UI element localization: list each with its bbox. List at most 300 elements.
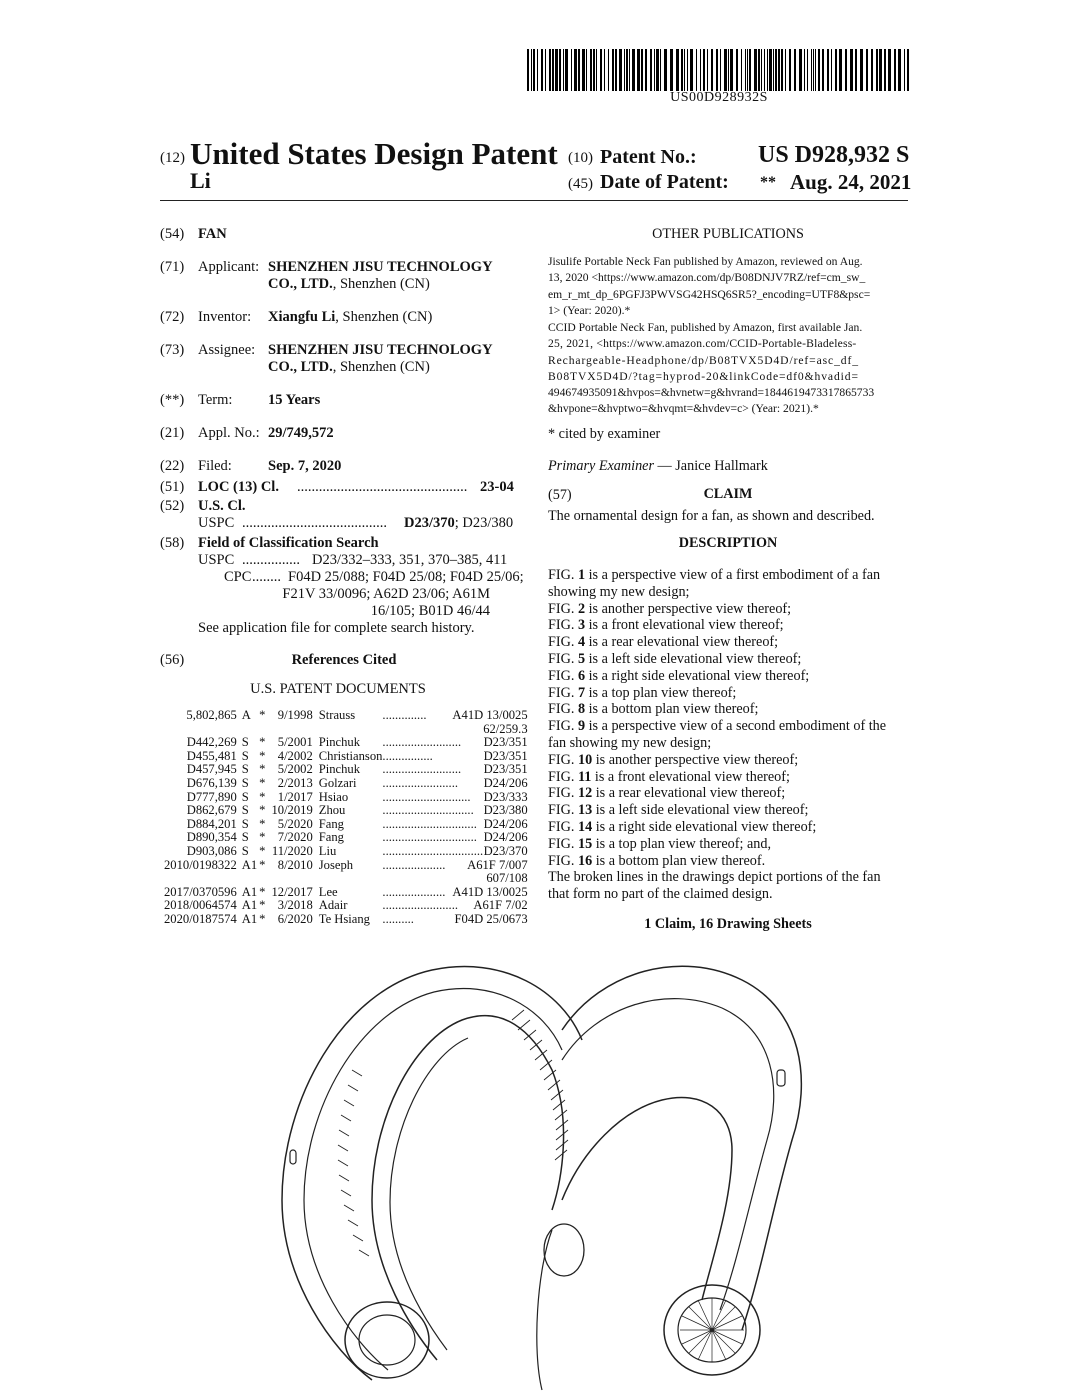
description-line xyxy=(548,601,910,618)
barcode-bar xyxy=(775,49,777,91)
barcode-bar xyxy=(552,49,554,91)
applicant-name: SHENZHEN JISU TECHNOLOGY xyxy=(268,259,493,275)
fos-see-note: See application file for complete search history. xyxy=(198,620,475,636)
fos-cpc-leader: ........ xyxy=(252,569,281,585)
barcode-bar xyxy=(835,49,837,91)
barcode-bar xyxy=(608,49,609,91)
barcode-number: US00D928932S xyxy=(670,90,768,105)
barcode-bar xyxy=(815,49,816,91)
ref-class: D23/380 xyxy=(483,803,528,818)
ref-number: D455,481 xyxy=(186,748,237,763)
patent-number: US D928,932 S xyxy=(758,142,910,168)
appl-no-value: 29/749,572 xyxy=(268,425,334,441)
barcode-bar xyxy=(660,49,661,91)
barcode-bar xyxy=(850,49,853,91)
assignee-name-2: CO., LTD. xyxy=(268,359,333,375)
ref-leader: ........................ xyxy=(382,898,458,913)
fig-number: 8 xyxy=(577,701,586,718)
fos-cpc-label: CPC xyxy=(224,569,252,585)
fig-prefix: FIG. xyxy=(548,785,578,802)
barcode-bar xyxy=(807,49,808,91)
ref-name: Pinchuk xyxy=(318,762,361,777)
applicant-location: , Shenzhen (CN) xyxy=(332,276,430,292)
assignee-location: , Shenzhen (CN) xyxy=(332,359,430,375)
barcode-bar xyxy=(696,49,697,91)
field-52-code: (52) xyxy=(160,498,185,514)
uspc-label: USPC xyxy=(198,515,235,531)
barcode-bar xyxy=(637,49,640,91)
ref-leader: ......................... xyxy=(382,762,462,777)
fig-text: is a perspective view of a second embodiment of the xyxy=(585,718,887,735)
barcode-bar xyxy=(871,49,873,91)
barcode-bar xyxy=(574,49,577,91)
ref-leader: ................................ xyxy=(382,843,484,858)
fig-text: that form no part of the claimed design. xyxy=(548,886,773,903)
ref-name: Christianson xyxy=(318,748,383,763)
field-of-search-label: Field of Classification Search xyxy=(198,535,379,551)
barcode-bar xyxy=(545,49,546,91)
pub2-line: 25, 2021, <https://www.amazon.com/CCID-Portable-Bladeless- xyxy=(548,337,857,351)
fig-prefix: FIG. xyxy=(548,667,578,684)
examiner-label: Primary Examiner xyxy=(548,458,654,474)
fig-number: 14 xyxy=(577,818,593,835)
fig-text: is a front elevational view thereof; xyxy=(591,768,790,785)
barcode-bar xyxy=(773,49,774,91)
barcode-bar xyxy=(894,49,896,91)
barcode-bar xyxy=(728,49,729,91)
ref-leader: .................... xyxy=(382,857,446,872)
cited-by-examiner: * cited by examiner xyxy=(548,426,661,442)
barcode-bar xyxy=(707,49,708,91)
fig-prefix: FIG. xyxy=(548,718,578,735)
pub1-line: 13, 2020 <https://www.amazon.com/dp/B08DNJV7RZ/ref=cm_sw_ xyxy=(548,271,866,285)
description-line xyxy=(548,634,910,651)
fig-prefix: FIG. xyxy=(548,567,578,583)
ref-kind: S xyxy=(241,816,249,831)
fig-text: is a left side elevational view thereof; xyxy=(585,650,802,667)
ref-leader: ........................ xyxy=(382,775,458,790)
ref-number: 2018/0064574 xyxy=(164,898,237,913)
ref-date: 8/2010 xyxy=(277,857,313,872)
fig-text: is a top plan view thereof; and, xyxy=(592,835,772,852)
ref-kind: S xyxy=(241,735,249,750)
ref-leader: ............................ xyxy=(382,789,471,804)
ref-star: * xyxy=(259,775,266,790)
applicant-name-line2 xyxy=(268,276,430,293)
field-22-code: (22) xyxy=(160,458,185,474)
fig-number: 9 xyxy=(577,718,586,735)
inventor-line xyxy=(268,309,432,326)
barcode-bar xyxy=(596,49,597,91)
barcode-bar xyxy=(741,49,742,91)
ref-leader: .............................. xyxy=(382,830,477,845)
ref-star: * xyxy=(259,708,266,722)
fig-text: is a bottom plan view thereof. xyxy=(592,852,766,869)
design-title: FAN xyxy=(198,226,227,242)
ref-date: 12/2017 xyxy=(271,884,313,899)
field-57-code: (57) xyxy=(548,487,572,503)
barcode-bar xyxy=(626,49,628,91)
assignee-label: Assignee: xyxy=(198,342,256,358)
header-rule xyxy=(160,200,908,201)
fig-number: 4 xyxy=(577,634,586,651)
reference-row xyxy=(164,899,528,913)
us-cl-label: U.S. Cl. xyxy=(198,498,246,514)
fig-text: is a top plan view thereof; xyxy=(585,684,737,701)
barcode-bar xyxy=(736,49,738,91)
fig-prefix: FIG. xyxy=(548,617,578,634)
fig-text: fan showing my new design; xyxy=(548,734,712,751)
reference-row xyxy=(164,818,528,832)
ref-number: D457,945 xyxy=(186,762,237,777)
ref-class: F04D 25/0673 xyxy=(454,911,528,926)
ref-number: 2017/0370596 xyxy=(164,884,237,899)
ref-number: D676,139 xyxy=(186,775,237,790)
uspc-leader: ........................................ xyxy=(242,515,387,531)
barcode-bar xyxy=(700,49,701,91)
ref-date: 4/2002 xyxy=(277,748,313,763)
references-table xyxy=(164,709,528,927)
description-line xyxy=(548,584,910,601)
patent-no-label: Patent No.: xyxy=(600,146,697,168)
fig-text: is a right side elevational view thereof; xyxy=(592,818,817,835)
ref-name: Golzari xyxy=(318,775,357,790)
barcode-bar xyxy=(818,49,820,91)
ref-leader: .............. xyxy=(382,708,427,722)
ref-class: A61F 7/02 xyxy=(473,898,528,913)
fig-text: is a perspective view of a first embodiment of a fan xyxy=(585,567,881,583)
ref-date: 2/2013 xyxy=(277,775,313,790)
us-patent-documents-heading: U.S. PATENT DOCUMENTS xyxy=(250,681,426,697)
barcode-bar xyxy=(703,49,705,91)
barcode-bar xyxy=(612,49,614,91)
fig-prefix: FIG. xyxy=(548,835,578,852)
ref-class: D23/351 xyxy=(483,762,528,777)
reference-row xyxy=(164,750,528,764)
ref-leader: ......................... xyxy=(382,735,462,750)
ref-star: * xyxy=(259,803,266,818)
pub2-line: B08TVX5D4D/?tag=hyprod-20&linkCode=df0&hvadid= xyxy=(548,369,859,383)
pub2-line: 494674935091&hvpos=&hvnetw=g&hvrand=1844619473317865733 xyxy=(548,386,875,400)
barcode-bar xyxy=(563,49,564,91)
ref-name: Te Hsiang xyxy=(318,911,370,926)
barcode-bar xyxy=(615,49,617,91)
barcode-bar xyxy=(664,49,667,91)
ref-name: Joseph xyxy=(318,857,354,872)
ref-class: D24/206 xyxy=(483,816,528,831)
appl-no-label: Appl. No.: xyxy=(198,425,260,441)
description-line xyxy=(548,617,910,634)
description-line xyxy=(548,802,910,819)
barcode-bar xyxy=(785,49,786,91)
barcode-bar xyxy=(754,49,757,91)
barcode-bar xyxy=(541,49,543,91)
ref-leader: ................ xyxy=(382,748,433,763)
ref-number: D884,201 xyxy=(186,816,237,831)
barcode-bar xyxy=(907,49,909,91)
description-line xyxy=(548,785,910,802)
fig-number: 7 xyxy=(577,684,586,701)
publication-2 xyxy=(548,320,910,418)
references-cited-heading: References Cited xyxy=(291,652,397,668)
ref-date: 5/2001 xyxy=(277,735,313,750)
fig-text: is a right side elevational view thereof; xyxy=(585,667,810,684)
barcode-bar xyxy=(794,49,796,91)
barcode-bar xyxy=(711,49,713,91)
fig-text: is a bottom plan view thereof; xyxy=(585,701,759,718)
barcode-bar xyxy=(813,49,814,91)
barcode-bar xyxy=(884,49,886,91)
ref-kind: S xyxy=(241,843,249,858)
barcode-bar xyxy=(578,49,580,91)
barcode-bar xyxy=(549,49,551,91)
ref-date: 7/2020 xyxy=(277,830,313,845)
loc-value: 23-04 xyxy=(480,479,514,495)
barcode-bar xyxy=(839,49,842,91)
applicant-name-2: CO., LTD. xyxy=(268,276,333,292)
barcode-bar xyxy=(641,49,643,91)
barcode-bar xyxy=(571,49,572,91)
ref-kind: A1 xyxy=(241,857,258,872)
ref-date: 6/2020 xyxy=(277,911,313,926)
inventor-name: Xiangfu Li xyxy=(268,309,336,325)
claims-summary: 1 Claim, 16 Drawing Sheets xyxy=(644,916,812,932)
ref-kind: A1 xyxy=(241,898,258,913)
filed-label: Filed: xyxy=(198,458,232,474)
filed-value: Sep. 7, 2020 xyxy=(268,458,342,474)
ref-class: D23/351 xyxy=(483,748,528,763)
ref-star: * xyxy=(259,857,266,872)
code-12: (12) xyxy=(160,150,185,166)
term-code: (**) xyxy=(160,392,185,408)
fig-number: 3 xyxy=(577,617,586,634)
ref-star: * xyxy=(259,884,266,899)
fig-text: is a front elevational view thereof; xyxy=(585,617,784,634)
fig-number: 10 xyxy=(577,751,593,768)
ref-number: D890,354 xyxy=(186,830,237,845)
ref-class: A61F 7/007 xyxy=(467,857,528,872)
ref-star: * xyxy=(259,830,266,845)
ref-date: 10/2019 xyxy=(271,803,313,818)
applicant-label: Applicant: xyxy=(198,259,260,275)
barcode-bar xyxy=(789,49,791,91)
patent-date: Aug. 24, 2021 xyxy=(790,170,912,194)
ref-star: * xyxy=(259,911,266,926)
barcode-bar xyxy=(654,49,655,91)
barcode-bar xyxy=(555,49,558,91)
barcode-bar xyxy=(681,49,683,91)
barcode-bar xyxy=(593,49,595,91)
barcode-bar xyxy=(684,49,685,91)
ref-star: * xyxy=(259,735,266,750)
ref-date: 5/2020 xyxy=(277,816,313,831)
ref-name: Liu xyxy=(318,843,337,858)
document-title: United States Design Patent xyxy=(190,136,558,171)
ref-class: A41D 13/0025 xyxy=(452,708,528,722)
fig-number: 6 xyxy=(577,667,586,684)
barcode-bar xyxy=(764,49,765,91)
uspc-value xyxy=(404,515,513,532)
barcode-bar xyxy=(629,49,630,91)
field-71-code: (71) xyxy=(160,259,185,275)
barcode-bar xyxy=(799,49,802,91)
barcode-bar xyxy=(720,49,721,91)
ref-name: Pinchuk xyxy=(318,735,361,750)
ref-name: Fang xyxy=(318,830,344,845)
barcode-bar xyxy=(876,49,878,91)
inventor-location: , Shenzhen (CN) xyxy=(335,309,433,325)
pub1-line: em_r_mt_dp_6PGFJ3PWVSG42HSQ6SR5?_encoding=UTF8&psc= xyxy=(548,287,871,301)
field-54-code: (54) xyxy=(160,226,185,242)
barcode-bar xyxy=(533,49,535,91)
ref-class: D23/333 xyxy=(483,789,528,804)
barcode-bar xyxy=(619,49,622,91)
fig-prefix: FIG. xyxy=(548,818,578,835)
fos-uspc-value: D23/332–333, 351, 370–385, 411 xyxy=(312,552,508,568)
fig-prefix: FIG. xyxy=(548,768,578,785)
description-line xyxy=(548,886,910,903)
fig-text: is a rear elevational view thereof; xyxy=(585,634,779,651)
barcode-bar xyxy=(650,49,652,91)
fig-number: 13 xyxy=(577,802,593,819)
barcode-bar xyxy=(604,49,605,91)
reference-row-continuation xyxy=(164,723,528,737)
fig-text: showing my new design; xyxy=(548,583,690,600)
fig-number: 16 xyxy=(577,852,593,869)
ref-date: 11/2020 xyxy=(271,843,313,858)
fig-text: is a rear elevational view thereof; xyxy=(592,785,786,802)
barcode-bar xyxy=(656,49,659,91)
date-label: Date of Patent: xyxy=(600,171,729,193)
ref-name: Strauss xyxy=(318,708,356,722)
barcode-bar xyxy=(804,49,805,91)
reference-row xyxy=(164,763,528,777)
inventor-surname: Li xyxy=(190,168,211,193)
fos-uspc-label: USPC xyxy=(198,552,235,568)
barcode-bar xyxy=(781,49,783,91)
date-marker: ** xyxy=(760,174,776,191)
description-line xyxy=(548,819,910,836)
description-line xyxy=(548,752,910,769)
field-72-code: (72) xyxy=(160,309,185,325)
field-21-code: (21) xyxy=(160,425,185,441)
reference-row xyxy=(164,709,528,723)
pub2-line: Rechargeable-Headphone/dp/B08TVX5D4D/ref=asc_df_ xyxy=(548,353,859,367)
barcode-bar xyxy=(632,49,635,91)
fig-prefix: FIG. xyxy=(548,701,578,718)
ref-number: D777,890 xyxy=(186,789,237,804)
pub1-line: Jisulife Portable Neck Fan published by Amazon, reviewed on Aug. xyxy=(548,255,863,268)
ref-number: 2010/0198322 xyxy=(164,857,237,872)
ref-number: 5,802,865 xyxy=(186,708,237,722)
ref-kind: S xyxy=(241,762,249,777)
fig-number: 2 xyxy=(577,600,586,617)
pub2-line: CCID Portable Neck Fan, published by Amazon, first available Jan. xyxy=(548,321,863,334)
barcode-bar xyxy=(811,49,812,91)
barcode-bar xyxy=(670,49,673,91)
ref-class: A41D 13/0025 xyxy=(452,884,528,899)
ref-date: 5/2002 xyxy=(277,762,313,777)
fig-text: is a left side elevational view thereof; xyxy=(592,802,809,819)
barcode-bar xyxy=(600,49,602,91)
reference-row xyxy=(164,886,528,900)
loc-label: LOC (13) Cl. xyxy=(198,479,279,495)
description-heading: DESCRIPTION xyxy=(678,535,778,551)
barcode-bar xyxy=(827,49,829,91)
barcode-bar xyxy=(767,49,768,91)
fig-prefix: FIG. xyxy=(548,650,578,667)
fig-number: 1 xyxy=(577,567,586,583)
reference-row xyxy=(164,804,528,818)
fig-prefix: FIG. xyxy=(548,751,578,768)
field-73-code: (73) xyxy=(160,342,185,358)
fig-text: is another perspective view thereof; xyxy=(585,600,792,617)
ref-kind: S xyxy=(241,803,249,818)
barcode-bar xyxy=(645,49,647,91)
description-line xyxy=(548,836,910,853)
description-line xyxy=(548,718,910,735)
barcode-bar xyxy=(687,49,688,91)
barcode-bar xyxy=(822,49,824,91)
barcode-bar xyxy=(778,49,780,91)
ref-kind: S xyxy=(241,789,249,804)
barcode-bar xyxy=(898,49,901,91)
barcode-bar xyxy=(747,49,748,91)
fos-cpc-line3: 16/105; B01D 46/44 xyxy=(370,603,490,619)
ref-name: Adair xyxy=(318,898,348,913)
ref-class-secondary: 62/259.3 xyxy=(483,721,528,736)
barcode-bar xyxy=(831,49,832,91)
reference-row xyxy=(164,845,528,859)
ref-class: D23/351 xyxy=(483,735,528,750)
claim-text: The ornamental design for a fan, as shown and described. xyxy=(548,508,875,524)
fig-number: 5 xyxy=(577,650,586,667)
ref-leader: .......... xyxy=(382,911,414,926)
ref-kind: S xyxy=(241,830,249,845)
code-45: (45) xyxy=(568,176,593,192)
fos-cpc-line2: F21V 33/0096; A62D 23/06; A61M xyxy=(282,586,490,602)
description-line xyxy=(548,567,910,584)
publication-1 xyxy=(548,254,910,319)
ref-leader: .................... xyxy=(382,884,446,899)
ref-class: D23/370 xyxy=(483,843,528,858)
ref-leader: .............................. xyxy=(382,816,477,831)
ref-kind: S xyxy=(241,775,249,790)
assignee-name-line2 xyxy=(268,359,430,376)
reference-row xyxy=(164,736,528,750)
barcode-bar xyxy=(527,49,529,91)
ref-kind: A xyxy=(241,708,251,722)
barcode xyxy=(527,49,911,91)
uspc-secondary: ; D23/380 xyxy=(454,515,514,531)
fig-text: is another perspective view thereof; xyxy=(592,751,799,768)
ref-star: * xyxy=(259,898,266,913)
barcode-bar xyxy=(586,49,587,91)
barcode-bar xyxy=(860,49,863,91)
barcode-bar xyxy=(879,49,882,91)
ref-kind: A1 xyxy=(241,884,258,899)
ref-number: 2020/0187574 xyxy=(164,911,237,926)
barcode-bar xyxy=(537,49,538,91)
inventor-label: Inventor: xyxy=(198,309,252,325)
loc-leader: ............................................... xyxy=(297,479,468,495)
ref-date: 1/2017 xyxy=(277,789,313,804)
description-line xyxy=(548,769,910,786)
ref-leader: ............................. xyxy=(382,803,474,818)
ref-star: * xyxy=(259,762,266,777)
barcode-bar xyxy=(761,49,762,91)
ref-name: Fang xyxy=(318,816,344,831)
